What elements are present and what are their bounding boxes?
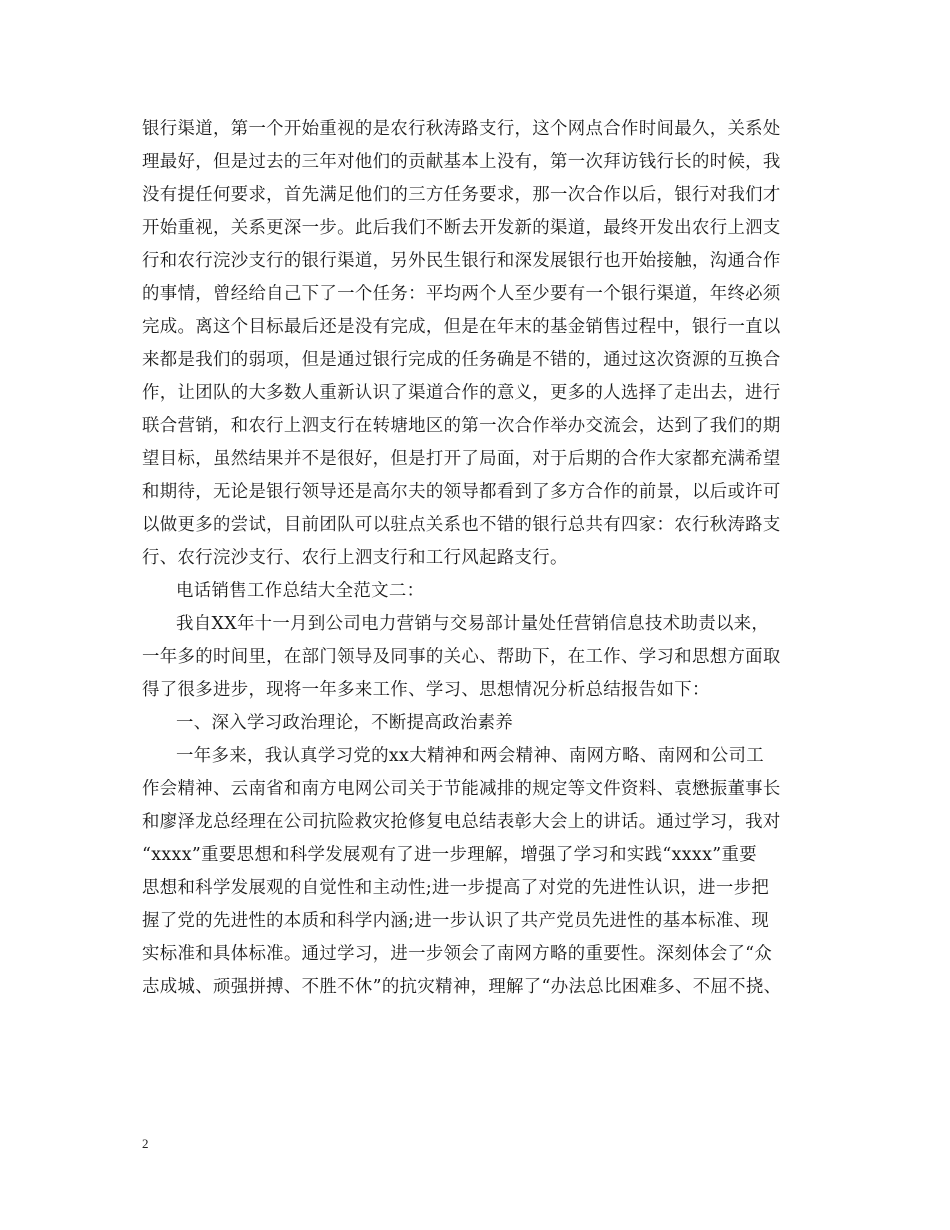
text-line: 作，让团队的大多数人重新认识了渠道合作的意义，更多的人选择了走出去，进行: [142, 383, 781, 403]
paragraph-first-line: 一年多来，我认真学习党的xx大精神和两会精神、南网方略、南网和公司工: [176, 746, 765, 766]
text-line: 和期待，无论是银行领导还是高尔夫的领导都看到了多方合作的前景，以后或许可: [142, 482, 781, 502]
text-line: 行、农行浣沙支行、农行上泗支行和工行风起路支行。: [142, 548, 568, 568]
subsection-heading: 一、深入学习政治理论，不断提高政治素养: [176, 713, 514, 733]
text-line: 以做更多的尝试，目前团队可以驻点关系也不错的银行总共有四家：农行秋涛路支: [142, 515, 781, 535]
text-line: 银行渠道，第一个开始重视的是农行秋涛路支行，这个网点合作时间最久，关系处: [142, 119, 781, 139]
text-line: 一年多的时间里，在部门领导及同事的关心、帮助下，在工作、学习和思想方面取: [142, 647, 781, 667]
section-heading: 电话销售工作总结大全范文二：: [176, 581, 425, 601]
text-line: 的事情，曾经给自己下了一个任务：平均两个人至少要有一个银行渠道，年终必须: [142, 284, 781, 304]
text-line: 和廖泽龙总经理在公司抗险救灾抢修复电总结表彰大会上的讲话。通过学习，我对: [142, 812, 781, 832]
text-line: 得了很多进步，现将一年多来工作、学习、思想情况分析总结报告如下：: [142, 680, 710, 700]
text-line: “xxxx”重要思想和科学发展观有了进一步理解，增强了学习和实践“xxxx”重要: [142, 845, 757, 865]
text-line: 握了党的先进性的本质和科学内涵;进一步认识了共产党员先进性的基本标准、现: [142, 911, 770, 931]
body-text: [142, 113, 822, 1004]
text-line: 志成城、顽强拼搏、不胜不休”的抗灾精神，理解了“办法总比困难多、不屈不挠、: [142, 977, 782, 997]
text-line: 作会精神、云南省和南方电网公司关于节能减排的规定等文件资料、袁懋振董事长: [142, 779, 781, 799]
text-line: 没有提任何要求，首先满足他们的三方任务要求，那一次合作以后，银行对我们才: [142, 185, 781, 205]
text-line: 望目标，虽然结果并不是很好，但是打开了局面，对于后期的合作大家都充满希望: [142, 449, 781, 469]
text-line: 行和农行浣沙支行的银行渠道，另外民生银行和深发展银行也开始接触，沟通合作: [142, 251, 781, 271]
text-line: 理最好，但是过去的三年对他们的贡献基本上没有，第一次拜访钱行长的时候，我: [142, 152, 781, 172]
text-line: 思想和科学发展观的自觉性和主动性;进一步提高了对党的先进性认识，进一步把: [142, 878, 770, 898]
text-line: 完成。离这个目标最后还是没有完成，但是在年末的基金销售过程中，银行一直以: [142, 317, 781, 337]
paragraph-first-line: 我自XX年十一月到公司电力营销与交易部计量处任营销信息技术助责以来，: [176, 614, 770, 634]
page-number: 2: [142, 1136, 149, 1151]
text-line: 开始重视，关系更深一步。此后我们不断去开发新的渠道，最终开发出农行上泗支: [142, 218, 781, 238]
text-line: 来都是我们的弱项，但是通过银行完成的任务确是不错的，通过这次资源的互换合: [142, 350, 781, 370]
text-line: 联合营销，和农行上泗支行在转塘地区的第一次合作举办交流会，达到了我们的期: [142, 416, 781, 436]
text-line: 实标准和具体标准。通过学习，进一步领会了南网方略的重要性。深刻体会了“众: [142, 944, 773, 964]
